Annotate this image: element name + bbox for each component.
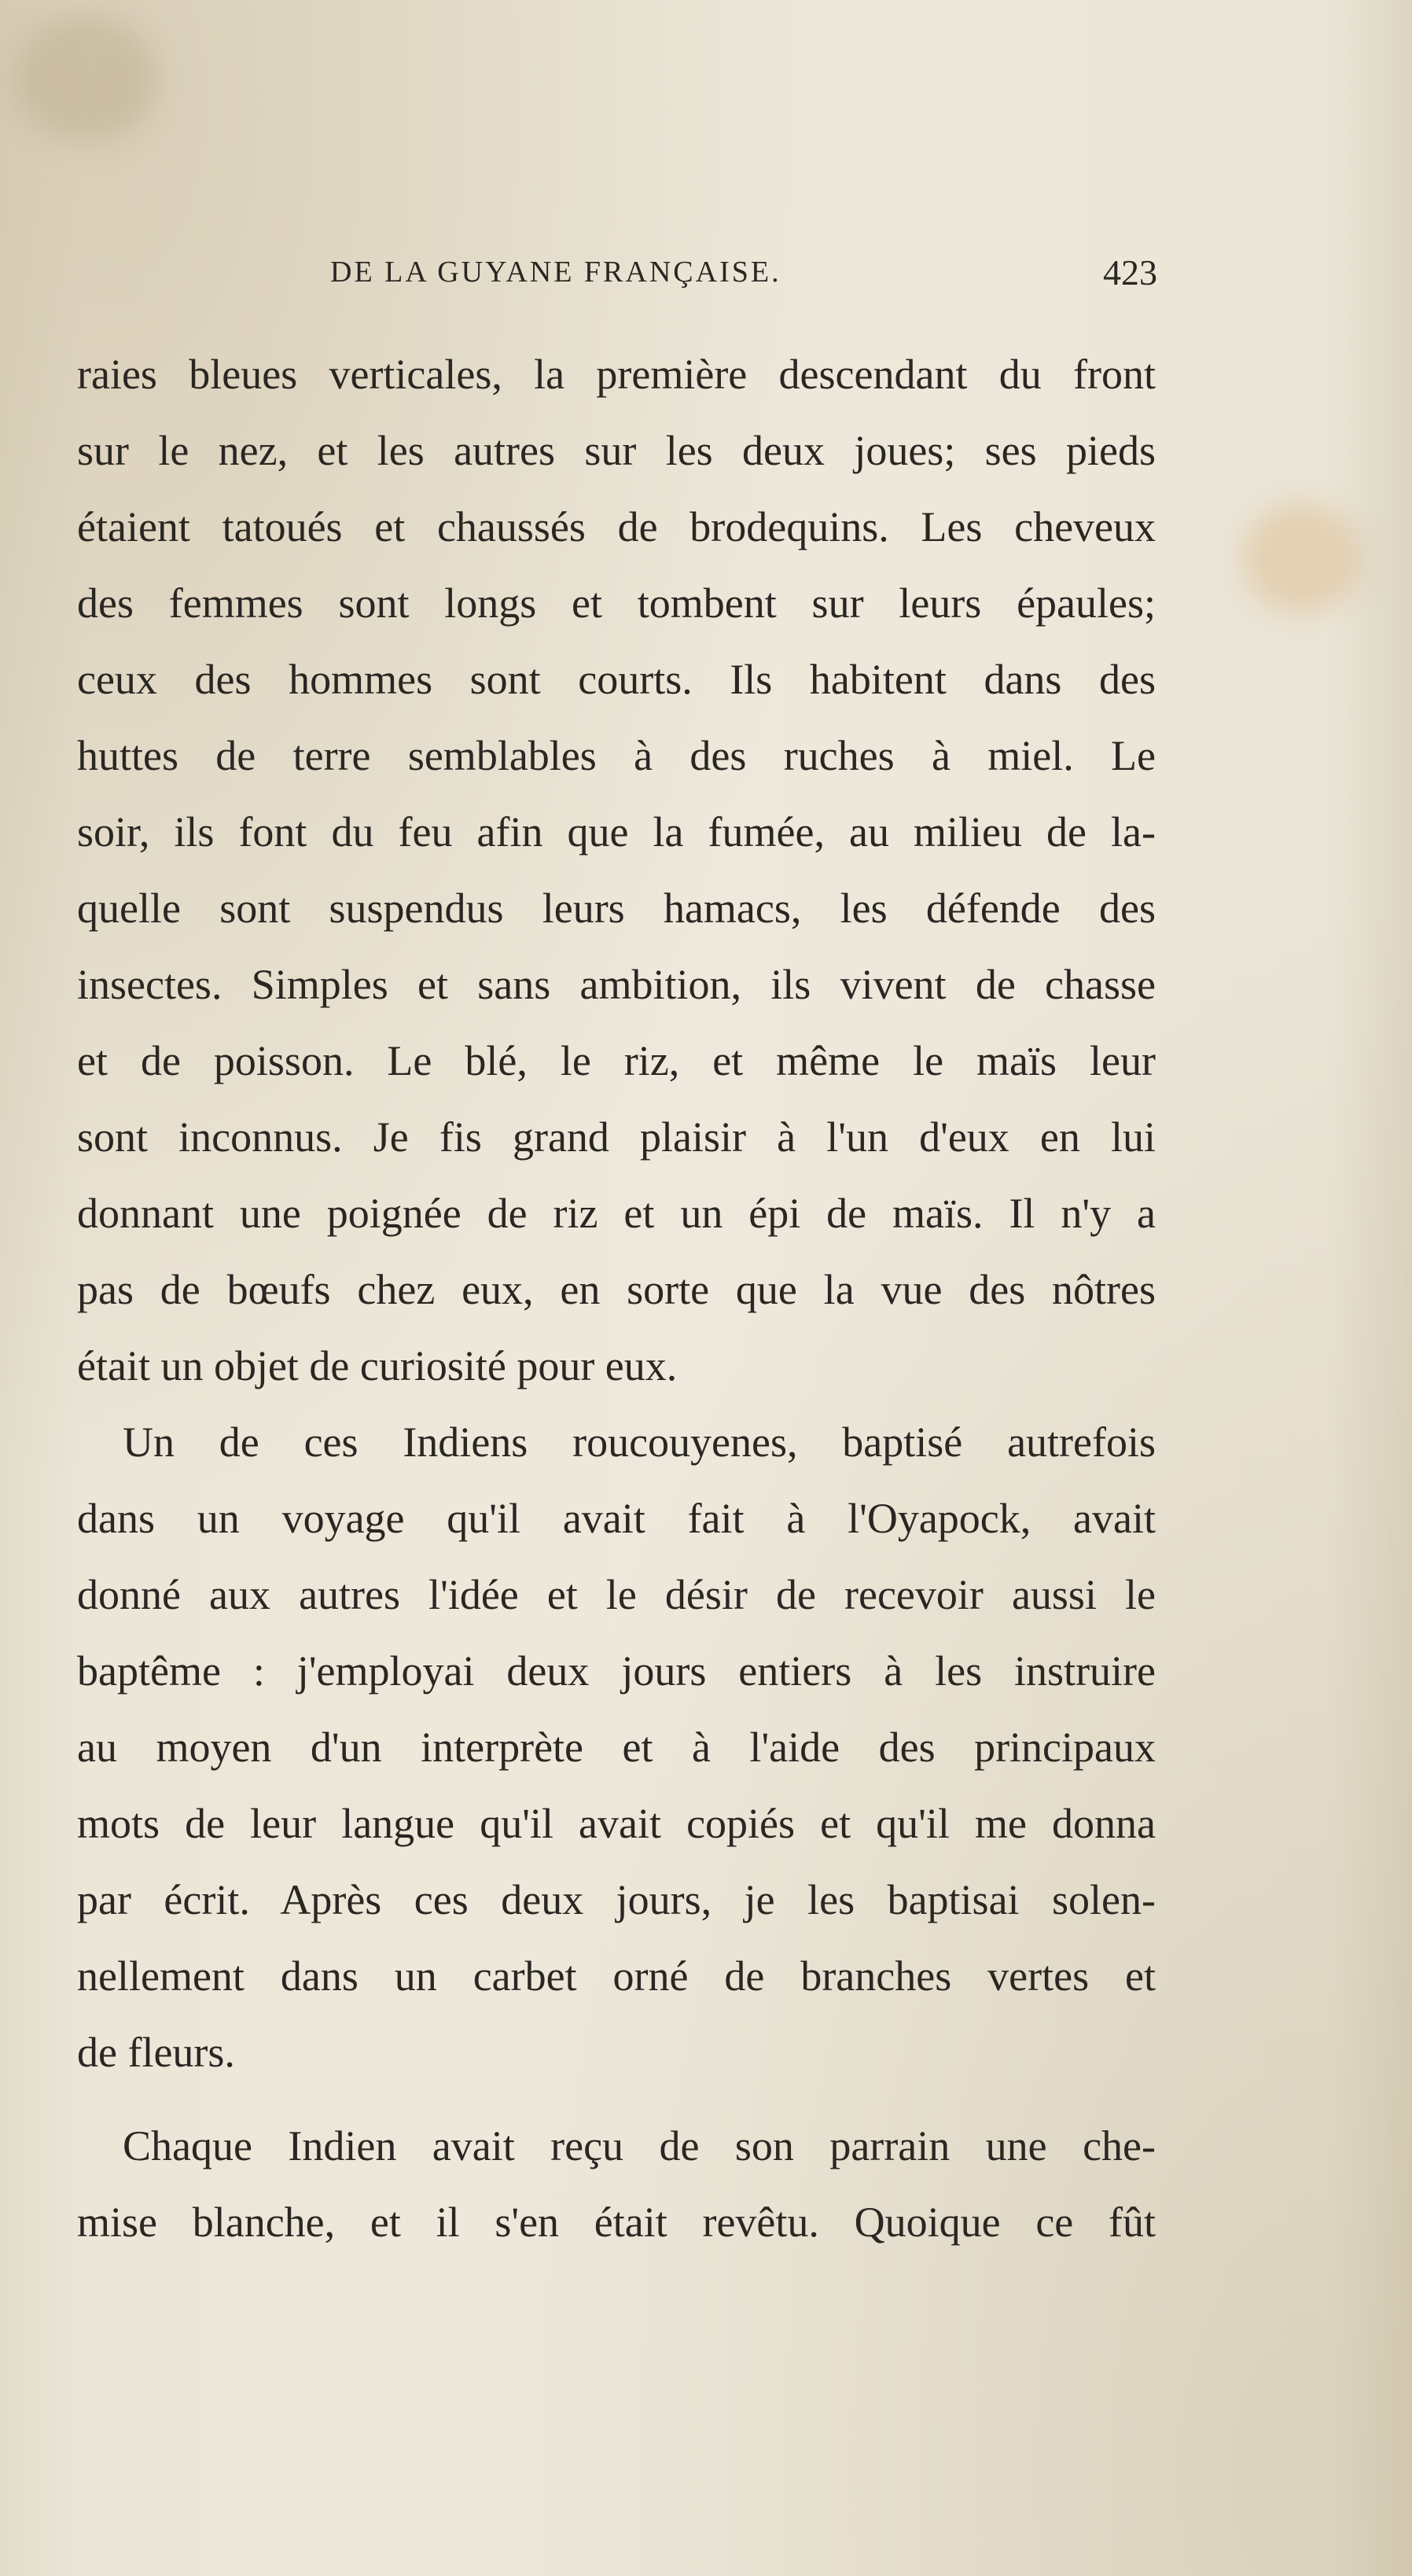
text-line: par écrit. Après ces deux jours, je les baptisai solen- xyxy=(77,1876,1156,1923)
page-number: 423 xyxy=(1103,252,1157,293)
text-line: était un objet de curiosité pour eux. xyxy=(77,1342,678,1389)
paragraph xyxy=(77,2108,1156,2261)
paper-stain xyxy=(16,16,157,142)
text-line: huttes de terre semblables à des ruches à miel. Le xyxy=(77,732,1156,779)
text-line: nellement dans un carbet orné de branches vertes et xyxy=(77,1952,1156,2000)
paragraph xyxy=(77,1404,1156,2091)
text-line: au moyen d'un interprète et à l'aide des principaux xyxy=(77,1724,1156,1771)
text-line: étaient tatoués et chaussés de brodequins. Les cheveux xyxy=(77,503,1156,550)
paragraph xyxy=(77,337,1156,1404)
text-line: mise blanche, et il s'en était revêtu. Quoique ce fût xyxy=(77,2199,1156,2246)
paragraph-spacer xyxy=(77,2091,1156,2108)
text-line: pas de bœufs chez eux, en sorte que la vue des nôtres xyxy=(77,1266,1156,1313)
text-line: sur le nez, et les autres sur les deux joues; ses pieds xyxy=(77,427,1156,474)
text-line: soir, ils font du feu afin que la fumée, au milieu de la- xyxy=(77,808,1156,856)
text-line: dans un voyage qu'il avait fait à l'Oyapock, avait xyxy=(77,1495,1156,1542)
text-line: quelle sont suspendus leurs hamacs, les défende des xyxy=(77,885,1156,932)
text-line: de fleurs. xyxy=(77,2029,235,2076)
text-line: baptême : j'employai deux jours entiers à les instruire xyxy=(77,1647,1156,1695)
text-line: insectes. Simples et sans ambition, ils vivent de chasse xyxy=(77,961,1156,1008)
text-line: donnant une poignée de riz et un épi de maïs. Il n'y a xyxy=(77,1190,1156,1237)
text-line: ceux des hommes sont courts. Ils habitent dans des xyxy=(77,656,1156,703)
text-line: Un de ces Indiens roucouyenes, baptisé autrefois xyxy=(123,1419,1156,1466)
text-line: mots de leur langue qu'il avait copiés et qu'il me donna xyxy=(77,1800,1156,1847)
paper-stain xyxy=(1242,503,1360,613)
text-line: raies bleues verticales, la première descendant du front xyxy=(77,351,1156,398)
running-title: DE LA GUYANE FRANÇAISE. xyxy=(330,256,781,289)
running-header xyxy=(330,255,1156,289)
text-line: donné aux autres l'idée et le désir de recevoir aussi le xyxy=(77,1571,1156,1618)
text-line: sont inconnus. Je fis grand plaisir à l'un d'eux en lui xyxy=(77,1113,1156,1161)
text-line: Chaque Indien avait reçu de son parrain une che- xyxy=(123,2122,1156,2169)
text-line: et de poisson. Le blé, le riz, et même le maïs leur xyxy=(77,1037,1156,1084)
text-line: des femmes sont longs et tombent sur leurs épaules; xyxy=(77,580,1156,627)
body-text xyxy=(77,337,1156,2261)
